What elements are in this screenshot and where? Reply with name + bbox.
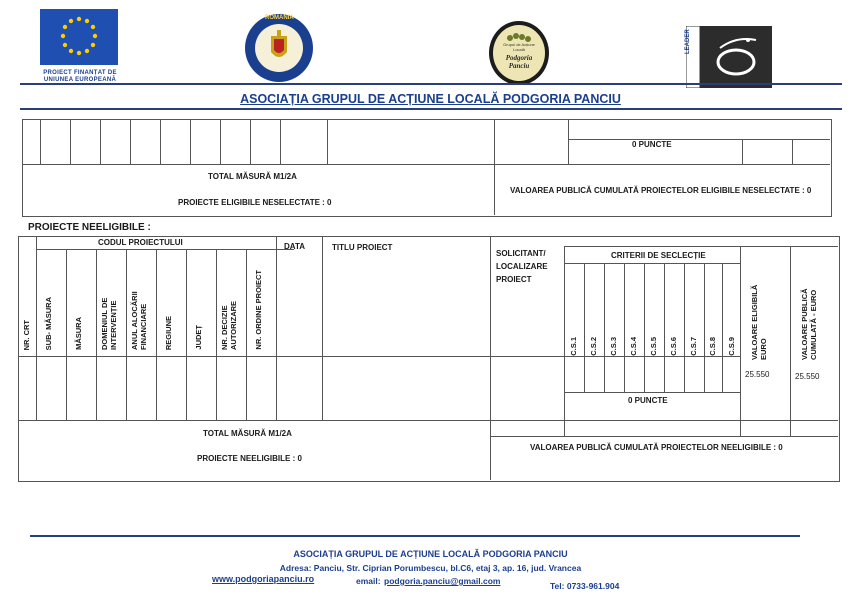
col-sub-masura: SUB- MĂSURA bbox=[44, 296, 53, 350]
gal-logo-name: Podgoria Panciu bbox=[505, 54, 533, 70]
solicitant-header: SOLICITANT/ LOCALIZARE PROIECT bbox=[496, 249, 548, 284]
col-nr-decizie: NR. DECIZIE AUTORIZARE bbox=[220, 300, 238, 350]
eu-flag-icon bbox=[40, 9, 118, 65]
footer-website-link[interactable]: www.podgoriapanciu.ro bbox=[212, 574, 315, 584]
criteria-cs2: C.S.2 bbox=[589, 337, 598, 356]
criteria-cs1: C.S.1 bbox=[569, 337, 578, 356]
col-nr-ordine: NR. ORDINE PROIECT bbox=[254, 270, 263, 350]
footer-email-label: email: bbox=[356, 576, 381, 586]
footer-email-link[interactable]: podgoria.panciu@gmail.com bbox=[384, 576, 501, 586]
top-total-measure: TOTAL MĂSURĂ M1/2A bbox=[208, 172, 297, 181]
main-total-measure: TOTAL MĂSURĂ M1/2A bbox=[203, 429, 292, 438]
col-domeniul: DOMENIUL DE INTERVENȚIE bbox=[100, 297, 118, 350]
footer-org: ASOCIAȚIA GRUPUL DE ACȚIUNE LOCALĂ PODGORIA PANCIU bbox=[293, 549, 568, 559]
coat-of-arms-icon bbox=[243, 12, 315, 84]
codul-proiectului-header: CODUL PROIECTULUI bbox=[98, 238, 183, 247]
col-nr-crt: NR. CRT bbox=[22, 319, 31, 350]
main-cumulated-value: VALOAREA PUBLICĂ CUMULATĂ PROIECTELOR NEELIGIBILE : 0 bbox=[530, 443, 783, 452]
seal-text: ROMÂNIA bbox=[265, 15, 294, 21]
eu-flag-caption: PROIECT FINANȚAT DE UNIUNEA EUROPEANĂ bbox=[43, 70, 117, 83]
criteria-cs5: C.S.5 bbox=[649, 337, 658, 356]
col-valoare-publica: VALOARE PUBLICĂ CUMULATĂ - EURO bbox=[800, 288, 818, 360]
grape-logo-icon bbox=[488, 20, 550, 86]
header-line-top bbox=[20, 83, 842, 85]
col-masura: MĂSURA bbox=[74, 317, 83, 350]
ministry-seal-logo bbox=[243, 12, 315, 84]
col-anul: ANUL ALOCĂRII FINANCIARE bbox=[130, 291, 148, 350]
top-points: 0 PUNCTE bbox=[632, 140, 672, 149]
col-judet: JUDEȚ bbox=[194, 325, 203, 350]
top-table-cells bbox=[22, 119, 830, 164]
titlu-header: TITLU PROIECT bbox=[332, 243, 393, 252]
section-title: PROIECTE NEELIGIBILE : bbox=[28, 222, 151, 233]
leader-icon bbox=[686, 26, 772, 88]
criteria-cs8: C.S.8 bbox=[708, 337, 717, 356]
top-cumulated-value: VALOAREA PUBLICĂ CUMULATĂ PROIECTELOR ELIGIBILE NESELECTATE : 0 bbox=[510, 186, 812, 195]
data-header: DATA bbox=[284, 242, 306, 251]
col-regiune: REGIUNE bbox=[164, 315, 173, 350]
main-points: 0 PUNCTE bbox=[628, 396, 668, 405]
page-title: ASOCIAȚIA GRUPUL DE ACȚIUNE LOCALĂ PODGORIA PANCIU bbox=[240, 92, 621, 106]
footer-address: Adresa: Panciu, Str. Ciprian Porumbescu, bl.C6, etaj 3, ap. 16, jud. Vrancea bbox=[279, 563, 582, 573]
col-valoare-eligibila: VALOARE ELIGIBILĂ EURO bbox=[750, 284, 768, 360]
criteria-cs7: C.S.7 bbox=[689, 337, 698, 356]
footer-line bbox=[30, 535, 800, 537]
header-line-bottom bbox=[20, 108, 842, 110]
top-eligible-unselected: PROIECTE ELIGIBILE NESELECTATE : 0 bbox=[178, 198, 332, 207]
leader-logo bbox=[686, 26, 772, 88]
leader-text: LEADER bbox=[685, 29, 691, 54]
criteria-cs9: C.S.9 bbox=[727, 337, 736, 356]
row-valoare-publica: 25.550 bbox=[795, 372, 820, 381]
eu-flag-logo bbox=[40, 9, 120, 81]
criteria-cs6: C.S.6 bbox=[669, 337, 678, 356]
main-ineligible: PROIECTE NEELIGIBILE : 0 bbox=[197, 454, 302, 463]
row-valoare-eligibila: 25.550 bbox=[745, 370, 770, 379]
gal-logo-top: Grupul de Acțiune Locală bbox=[503, 42, 535, 52]
criterii-header: CRITERII DE SECLECȚIE bbox=[611, 251, 706, 260]
footer-phone: Tel: 0733-961.904 bbox=[550, 581, 620, 591]
criteria-cs4: C.S.4 bbox=[629, 337, 638, 356]
gal-logo bbox=[488, 20, 550, 86]
criteria-cs3: C.S.3 bbox=[609, 337, 618, 356]
